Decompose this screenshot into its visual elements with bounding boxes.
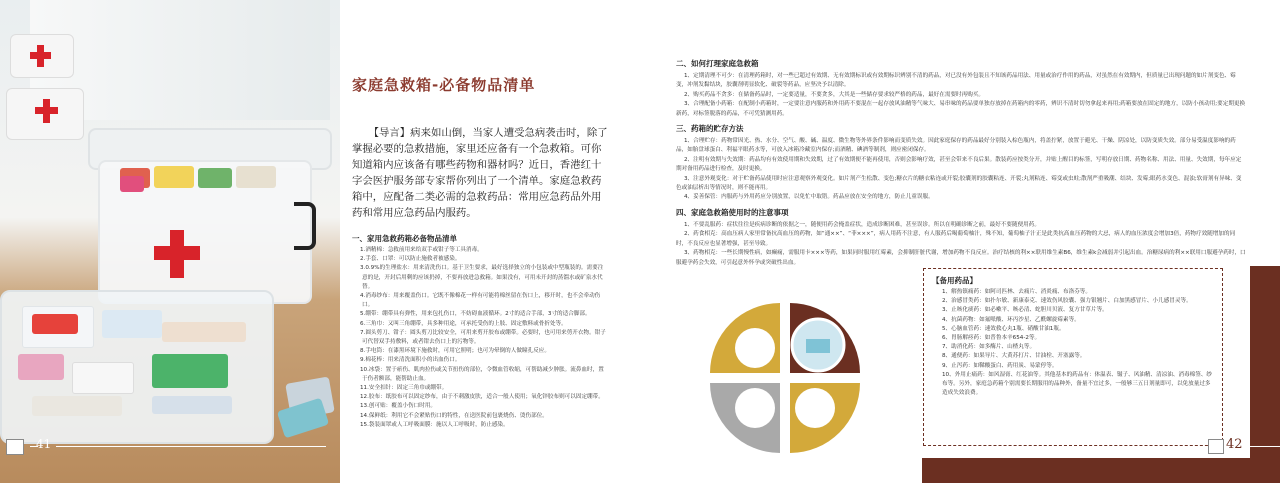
list-item: 10、外用止痛药：如风湿膏、红花油等。其他基本的药品有：体温表、镊子、风油精、清凉油、消毒棉签、纱布等。另外，家庭急药箱个别需要长期服用的品种外，备量不宜过多，一般够三五日剂量即可，以免放量过多造成失效浪费。 — [942, 371, 1213, 397]
list-item: 5、心脑血管药：速效救心丸1瓶、硝酸甘油1瓶。 — [942, 325, 1065, 332]
right-text-column — [676, 54, 1246, 268]
kit-handle — [294, 202, 316, 250]
list-item: 2、治感冒类药：如扑尔敏、新康泰克、速效伤风胶囊、强力银翘片、白加黑感冒片、小儿感冒灵等。 — [942, 298, 1192, 305]
paragraph: 3、注意外观变化：对于贮备药品使用时应注意观察外观变化。如片剂产生松散、变色;糖衣片的糖衣粘连或开裂;胶囊剂的胶囊粘连、开裂;丸剂粘连、霉变或虫蛀;散剂严重吸潮、结块、发霉;眼药水变色、混浊;软膏剂有异味、变色或油层析出等情况时，则不能再用。 — [676, 175, 1242, 192]
list-item: 13.创可贴：覆盖小伤口时用。 — [360, 403, 437, 410]
intro-paragraph: 【导言】病来如山倒，当家人遭受急病袭击时，除了掌握必要的急救措施，家里还应备有一个急救箱。可你知道箱内应该备有哪些药物和器材吗？近日，香港红十字会医护服务部专家帮你列出了一个清单。家庭急救药箱中，应配备二类必需的急救药品：常用应急药品外用药和常用应急药品内服药。 — [352, 127, 608, 219]
small-kit-box — [10, 34, 74, 78]
paragraph: 1、定期清理不可少：在清理药箱时，对一些已超过有效期、无有效期标识或有效期标识辨别不清的药品，对已没有外包装且不知该药品用法、用量或治疗作用的药品，对虽然在有效期内，但质量已出现问题的如片剂变色、霉变，冲剂发黏结块，胶囊剂明显软化、破裂等药品，应坚决予以清除。 — [676, 73, 1236, 89]
list-item: 15.袋装面罩或人工呼吸面膜：施以人工呼吸时，防止感染。 — [360, 421, 509, 428]
paragraph: 3、合理配备小药箱：在配制小药箱时，一定要注意内服药和外用药不要混在一起存放风油精等气味大、易串味的药品要单独存放掉在药箱内的零药，辨识不清时切勿拿起来再用;药箱要放在固定的地方，以防小孩动用;要定期更换新药，对标签脱落的药品，不可凭猜测用药。 — [676, 101, 1246, 117]
spare-medicine-box — [923, 268, 1223, 446]
list-item: 1.酒精棉：急救前用来给双手或钳子等工具消毒。 — [360, 247, 483, 253]
kit-tray — [0, 290, 274, 444]
list-item: 2.手套、口罩：可以防止施救者被感染。 — [360, 256, 461, 263]
page-number-right: 42 — [1208, 438, 1280, 454]
section-heading: 二、如何打理家庭急救箱 — [676, 59, 759, 68]
list-item: 10.冰袋：置于瘀伤、肌肉拉伤或关节扭伤的部位，令微血管收缩，可帮助减少肿胀。流鼻血时，置于伤者额部，能帮助止血。 — [360, 366, 604, 382]
list-item: 6.三角巾：又叫三角绷带，具多种用途，可承托受伤的上肢、固定敷料或骨折处等。 — [360, 320, 567, 327]
list-item: 11.安全扣针：固定三角巾或绷带。 — [360, 385, 448, 392]
list-item: 8、通便药：如果导片、大黄苏打片、甘油栓、开塞露等。 — [942, 353, 1086, 360]
section-heading: 一、家用急救药箱必备物品清单 — [352, 234, 457, 243]
list-item: 9、止泻药：如鞣酸蛋白、药用炭、易蒙停等。 — [942, 362, 1058, 369]
paragraph: 1、不要乱服药：症状往往是疾病诊断的依据之一，随便用药会掩盖症状，造成诊断困难，甚至误诊。所以在明确诊断之前，最好不要随便用药。 — [684, 221, 1040, 228]
pill-blister — [277, 398, 329, 439]
list-item: 1、解热镇痛药：如阿司匹林、去痛片、消炎痛、布洛芬等。 — [942, 289, 1091, 295]
list-item: 3.0.9%的生理盐水：用来清洗伤口。基于卫生要求，最好选择独立的小包装或中型瓶装的。需要注意的是，开封后用剩的应该扔掉，不要再放进急救箱。如果没有，可用未开封的蒸馏水或矿泉水代替。 — [360, 265, 604, 290]
list-item: 4.消毒纱布：用来覆盖伤口。它既不像棉花一样有可能将棉丝留在伤口上，移开时，也不会牵动伤口。 — [360, 293, 601, 309]
paragraph: 3、药物相克：一些长期慢性病，如癫痫，需服用卡×××等药，如果同时服用红霉素，会抑制肝脏代谢，增加药物不良反应。治疗结核的利××联用维生素B6，维生素k会减弱并引起出血。治糖尿病的利××联用口服避孕药时，口服避孕药会失效，可引起意外怀孕或突破性出血。 — [676, 250, 1246, 266]
paragraph: 2、药食相克：高血压病人家里常备抗高血压的药物，如“通××”、“菲×××”，病人用药不注意，有人服药后喝葡萄柚汁，殊不知，葡萄柚子汁正是此类抗高血压药物的大忌，病人的血压浓度会增加3倍，药物疗效随增加的同时，不良反应也显著增强，甚至导致。 — [676, 231, 1236, 247]
page-number-left: 41 — [0, 439, 340, 453]
left-text-column — [352, 74, 608, 430]
paragraph: 2、购买药品不贪多：在储备药品时，一定要适量，不要贪多，大其是一些储存要求较严格的药品，最好在需要时再购买。 — [684, 91, 985, 98]
list-item: 7.圆头剪刀、钳子：圆头剪刀比较安全，可用来剪开胶布或绷带。必要时，也可用来剪开衣物。钳子可代替双手持敷料，或者钳去伤口上的污物等。 — [360, 329, 606, 346]
list-item: 12.胶布：纸胶布可以固定纱布，由于不刺激皮肤，适合一般人使用；氧化锌胶布则可以固定绷带。 — [360, 394, 604, 401]
list-item: 5.绷带：绷带具有弹性，用来包扎伤口，不妨碍血液循环。2寸的适合手部，3寸的适合脚部。 — [360, 311, 591, 318]
list-item: 4、抗菌药物：如氟哌酸、环丙沙星、乙酰螺旋霉素等。 — [942, 316, 1080, 323]
paragraph: 1、合理贮存：药物常因光、热、水分、空气、酸、碱、温度、微生物等外界条件影响而变质失效。因此家庭保存的药品最好分别装入棕色瓶内，将盖拧紧，放置于避光、干燥、阴凉处，以防变质失效。部分易受温度影响的药品，如胎盘球蛋白、利福平眼药水等，可放入冰箱冷藏室内保存;而酒精、碘酒等制剂，则应密闭保存。 — [676, 138, 1236, 154]
list-item: 3、止咳化痰药：如必嗽平、咳必清、蛇胆川贝液、复方甘草片等。 — [942, 307, 1108, 314]
page-title: 家庭急救箱-必备物品清单 — [352, 76, 536, 94]
paragraph: 2、注明有效期与失效期：药品均有有效使用期和失效期，过了有效期便不能再使用，否则会影响疗效，甚至会带来不良后果。散装药应按类分开，并贴上醒目的标签，写明存放日期、药物名称、用法、用量、失效期，每年应定期对备用药品进行检查，及时更换。 — [676, 156, 1242, 173]
list-item: 7、助消化药：如多酶片、山楂丸等。 — [942, 344, 1036, 351]
petal-decoration — [700, 293, 870, 463]
section-heading: 三、药箱的贮存方法 — [676, 124, 744, 134]
list-item: 6、胃肠解痉药：如普鲁本辛654-2等。 — [942, 335, 1041, 342]
small-kit-box — [6, 88, 84, 140]
section-heading: 四、家庭急救箱使用时的注意事项 — [676, 207, 789, 217]
paragraph: 4、妥善保管：内服药与外用药应分别放置，以免忙中取错。药品应放在安全的地方，防止儿童误服。 — [684, 194, 934, 201]
box-title: 【备用药品】 — [932, 276, 977, 285]
main-kit-box — [98, 160, 312, 304]
list-item: 8.手电筒：在漆黑环境下施救时，可用它照明；也可为晕倒的人做瞳孔反应。 — [360, 348, 550, 355]
list-item: 9.棉花棒：用来清洗面积小的出血伤口。 — [360, 357, 461, 364]
list-item: 14.保鲜纸：利用它不会紧贴伤口的特性，在送医院前包裹烧伤、烫伤部位。 — [360, 412, 548, 419]
first-aid-kit-photo — [0, 0, 340, 483]
